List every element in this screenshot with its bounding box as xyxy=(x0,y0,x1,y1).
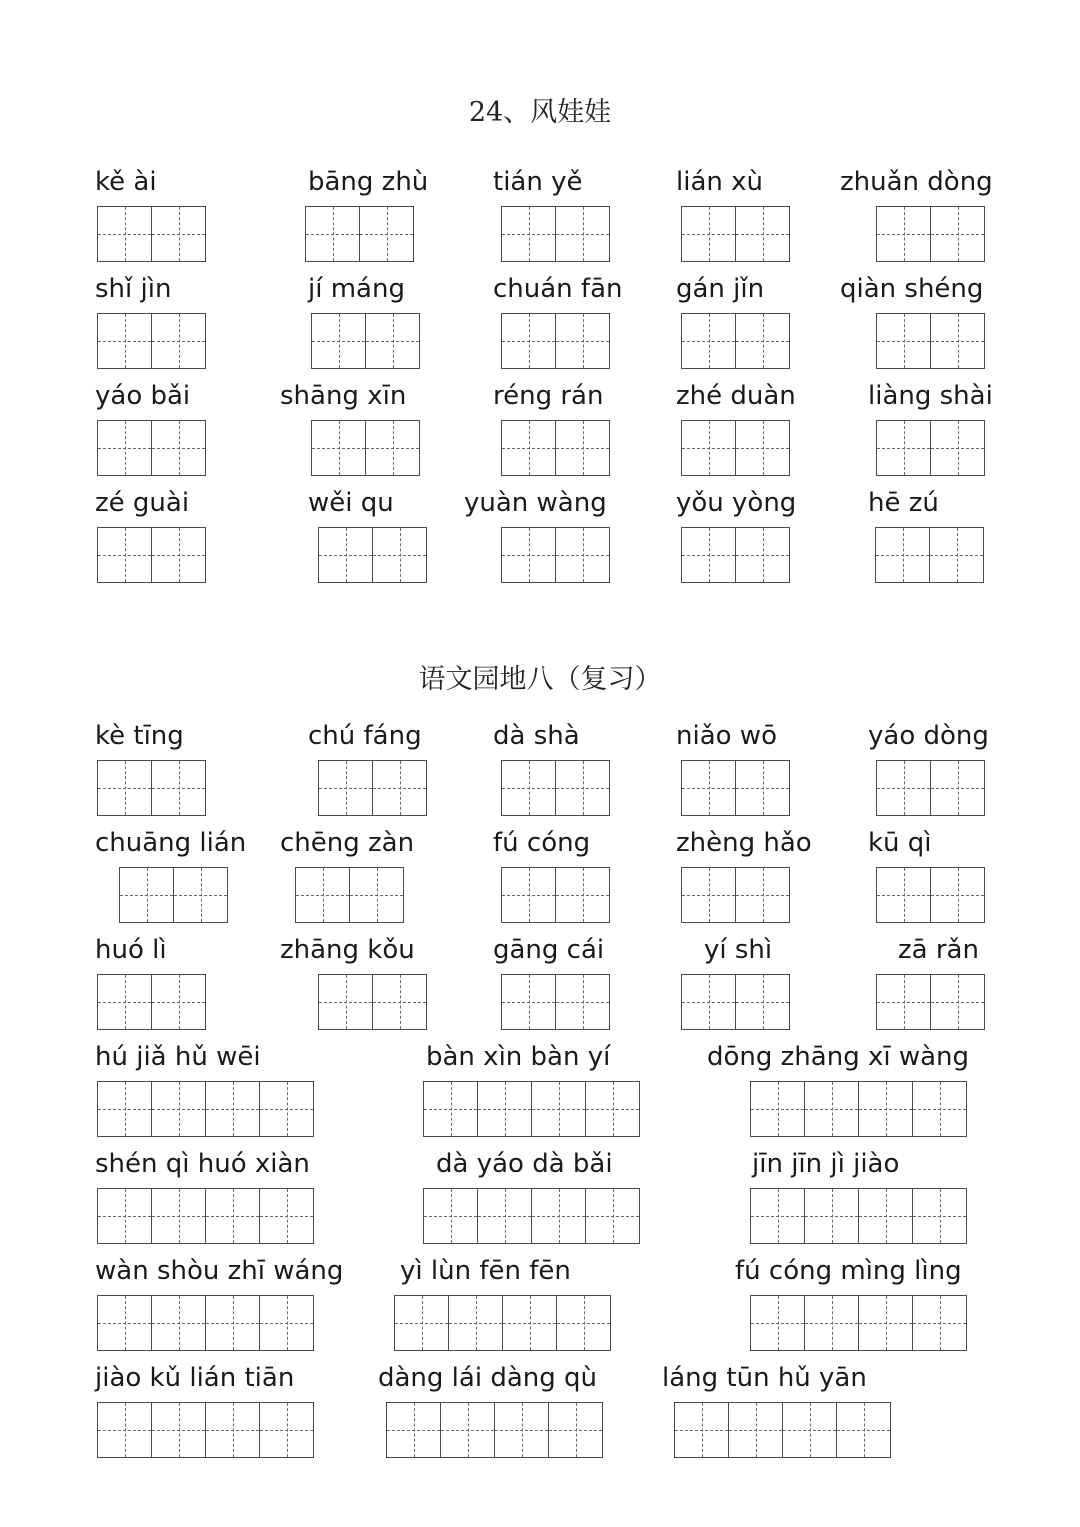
tianzige-cell[interactable] xyxy=(736,207,790,261)
pinyin-label: zhé duàn xyxy=(676,381,796,411)
tianzige-cell[interactable] xyxy=(736,868,790,922)
tianzige-cell[interactable] xyxy=(395,1296,449,1350)
writing-grid xyxy=(501,420,610,476)
tianzige-cell[interactable] xyxy=(478,1189,532,1243)
pinyin-label: lián xù xyxy=(676,167,763,197)
tianzige-cell[interactable] xyxy=(556,421,610,475)
tianzige-cell[interactable] xyxy=(319,761,373,815)
tianzige-cell[interactable] xyxy=(751,1189,805,1243)
pinyin-label: shāng xīn xyxy=(280,381,407,411)
pinyin-label: láng tūn hǔ yān xyxy=(662,1363,867,1393)
tianzige-cell[interactable] xyxy=(98,761,152,815)
writing-grid xyxy=(875,527,984,583)
writing-grid xyxy=(501,527,610,583)
tianzige-cell[interactable] xyxy=(877,207,931,261)
writing-grid xyxy=(501,313,610,369)
section-title: 24、风娃娃 xyxy=(468,97,612,128)
pinyin-label: huó lì xyxy=(95,935,167,965)
tianzige-cell[interactable] xyxy=(913,1296,967,1350)
tianzige-cell[interactable] xyxy=(98,1296,152,1350)
pinyin-label: wàn shòu zhī wáng xyxy=(95,1256,344,1286)
tianzige-cell[interactable] xyxy=(98,975,152,1029)
pinyin-label: jiào kǔ lián tiān xyxy=(95,1363,295,1393)
tianzige-cell[interactable] xyxy=(913,1189,967,1243)
tianzige-cell[interactable] xyxy=(98,314,152,368)
tianzige-cell[interactable] xyxy=(449,1296,503,1350)
writing-grid xyxy=(318,760,427,816)
tianzige-cell[interactable] xyxy=(805,1296,859,1350)
pinyin-label: jīn jīn jì jiào xyxy=(752,1149,900,1179)
tianzige-cell[interactable] xyxy=(736,975,790,1029)
tianzige-cell[interactable] xyxy=(859,1189,913,1243)
tianzige-cell[interactable] xyxy=(837,1403,891,1457)
tianzige-cell[interactable] xyxy=(206,1403,260,1457)
tianzige-cell[interactable] xyxy=(783,1403,837,1457)
writing-grid xyxy=(750,1295,967,1351)
tianzige-cell[interactable] xyxy=(98,528,152,582)
pinyin-label: yǒu yòng xyxy=(676,488,797,518)
writing-grid xyxy=(423,1188,640,1244)
writing-grid xyxy=(501,867,610,923)
writing-grid xyxy=(501,974,610,1030)
writing-grid xyxy=(876,760,985,816)
tianzige-cell[interactable] xyxy=(877,975,931,1029)
pinyin-label: kè tīng xyxy=(95,721,184,751)
writing-grid xyxy=(119,867,228,923)
tianzige-cell[interactable] xyxy=(931,314,985,368)
tianzige-cell[interactable] xyxy=(682,761,736,815)
tianzige-cell[interactable] xyxy=(366,421,420,475)
tianzige-cell[interactable] xyxy=(98,207,152,261)
tianzige-cell[interactable] xyxy=(751,1082,805,1136)
tianzige-cell[interactable] xyxy=(805,1189,859,1243)
writing-grid xyxy=(318,974,427,1030)
tianzige-cell[interactable] xyxy=(387,1403,441,1457)
tianzige-cell[interactable] xyxy=(682,207,736,261)
tianzige-cell[interactable] xyxy=(120,868,174,922)
tianzige-cell[interactable] xyxy=(260,1403,314,1457)
pinyin-label: dà yáo dà bǎi xyxy=(436,1149,613,1179)
tianzige-cell[interactable] xyxy=(682,975,736,1029)
tianzige-cell[interactable] xyxy=(502,975,556,1029)
tianzige-cell[interactable] xyxy=(424,1189,478,1243)
tianzige-cell[interactable] xyxy=(549,1403,603,1457)
tianzige-cell[interactable] xyxy=(98,421,152,475)
writing-grid xyxy=(386,1402,603,1458)
tianzige-cell[interactable] xyxy=(312,314,366,368)
tianzige-cell[interactable] xyxy=(876,528,930,582)
writing-grid xyxy=(681,206,790,262)
tianzige-cell[interactable] xyxy=(502,421,556,475)
tianzige-cell[interactable] xyxy=(931,761,985,815)
writing-grid xyxy=(311,313,420,369)
tianzige-cell[interactable] xyxy=(206,1189,260,1243)
tianzige-cell[interactable] xyxy=(913,1082,967,1136)
pinyin-label: dà shà xyxy=(493,721,580,751)
writing-grid xyxy=(750,1081,967,1137)
tianzige-cell[interactable] xyxy=(859,1296,913,1350)
tianzige-cell[interactable] xyxy=(675,1403,729,1457)
pinyin-label: tián yě xyxy=(493,167,583,197)
tianzige-cell[interactable] xyxy=(557,1296,611,1350)
tianzige-cell[interactable] xyxy=(805,1082,859,1136)
writing-grid xyxy=(97,760,206,816)
tianzige-cell[interactable] xyxy=(586,1189,640,1243)
tianzige-cell[interactable] xyxy=(319,975,373,1029)
pinyin-label: niǎo wō xyxy=(676,721,777,751)
tianzige-cell[interactable] xyxy=(373,528,427,582)
tianzige-cell[interactable] xyxy=(877,314,931,368)
pinyin-label: chēng zàn xyxy=(280,828,415,858)
pinyin-label: yáo bǎi xyxy=(95,381,191,411)
pinyin-label: yì lùn fēn fēn xyxy=(400,1256,571,1286)
writing-grid xyxy=(876,867,985,923)
pinyin-label: dàng lái dàng qù xyxy=(378,1363,597,1393)
tianzige-cell[interactable] xyxy=(152,1082,206,1136)
pinyin-label: chuán fān xyxy=(493,274,623,304)
tianzige-cell[interactable] xyxy=(682,528,736,582)
writing-grid xyxy=(394,1295,611,1351)
writing-grid xyxy=(876,206,985,262)
tianzige-cell[interactable] xyxy=(152,761,206,815)
writing-grid xyxy=(681,313,790,369)
writing-grid xyxy=(97,1402,314,1458)
pinyin-label: zā rǎn xyxy=(898,935,979,965)
section-title: 语文园地八（复习） xyxy=(418,664,662,695)
tianzige-cell[interactable] xyxy=(931,207,985,261)
tianzige-cell[interactable] xyxy=(312,421,366,475)
pinyin-label: gāng cái xyxy=(493,935,605,965)
pinyin-label: fú cóng mìng lìng xyxy=(735,1256,962,1286)
pinyin-label: wěi qu xyxy=(308,488,394,518)
tianzige-cell[interactable] xyxy=(441,1403,495,1457)
tianzige-cell[interactable] xyxy=(931,868,985,922)
writing-grid xyxy=(501,206,610,262)
tianzige-cell[interactable] xyxy=(152,1403,206,1457)
tianzige-cell[interactable] xyxy=(736,421,790,475)
tianzige-cell[interactable] xyxy=(532,1189,586,1243)
pinyin-label: hē zú xyxy=(868,488,939,518)
pinyin-label: fú cóng xyxy=(493,828,591,858)
tianzige-cell[interactable] xyxy=(296,868,350,922)
tianzige-cell[interactable] xyxy=(682,314,736,368)
tianzige-cell[interactable] xyxy=(877,421,931,475)
writing-grid xyxy=(876,313,985,369)
tianzige-cell[interactable] xyxy=(532,1082,586,1136)
tianzige-cell[interactable] xyxy=(152,975,206,1029)
pinyin-label: zhèng hǎo xyxy=(676,828,812,858)
pinyin-label: bāng zhù xyxy=(308,167,429,197)
tianzige-cell[interactable] xyxy=(495,1403,549,1457)
tianzige-cell[interactable] xyxy=(306,207,360,261)
pinyin-label: gán jǐn xyxy=(676,274,765,304)
tianzige-cell[interactable] xyxy=(930,528,984,582)
tianzige-cell[interactable] xyxy=(478,1082,532,1136)
tianzige-cell[interactable] xyxy=(931,975,985,1029)
tianzige-cell[interactable] xyxy=(736,761,790,815)
pinyin-label: zhuǎn dòng xyxy=(840,167,993,197)
tianzige-cell[interactable] xyxy=(556,314,610,368)
tianzige-cell[interactable] xyxy=(556,868,610,922)
tianzige-cell[interactable] xyxy=(877,868,931,922)
writing-grid xyxy=(97,527,206,583)
tianzige-cell[interactable] xyxy=(502,207,556,261)
pinyin-label: jí máng xyxy=(308,274,405,304)
tianzige-cell[interactable] xyxy=(152,1189,206,1243)
pinyin-label: réng rán xyxy=(493,381,604,411)
tianzige-cell[interactable] xyxy=(174,868,228,922)
writing-grid xyxy=(681,527,790,583)
writing-grid xyxy=(295,867,404,923)
writing-grid xyxy=(97,974,206,1030)
tianzige-cell[interactable] xyxy=(98,1403,152,1457)
tianzige-cell[interactable] xyxy=(98,1189,152,1243)
tianzige-cell[interactable] xyxy=(556,528,610,582)
tianzige-cell[interactable] xyxy=(152,528,206,582)
tianzige-cell[interactable] xyxy=(152,1296,206,1350)
pinyin-label: kū qì xyxy=(868,828,932,858)
pinyin-label: liàng shài xyxy=(868,381,993,411)
tianzige-cell[interactable] xyxy=(350,868,404,922)
pinyin-label: kě ài xyxy=(95,167,157,197)
tianzige-cell[interactable] xyxy=(556,975,610,1029)
writing-grid xyxy=(97,1081,314,1137)
tianzige-cell[interactable] xyxy=(502,868,556,922)
tianzige-cell[interactable] xyxy=(260,1082,314,1136)
pinyin-label: dōng zhāng xī wàng xyxy=(707,1042,970,1072)
tianzige-cell[interactable] xyxy=(682,421,736,475)
pinyin-label: zhāng kǒu xyxy=(280,935,415,965)
tianzige-cell[interactable] xyxy=(373,975,427,1029)
tianzige-cell[interactable] xyxy=(877,761,931,815)
writing-grid xyxy=(681,760,790,816)
tianzige-cell[interactable] xyxy=(424,1082,478,1136)
writing-grid xyxy=(681,974,790,1030)
writing-grid xyxy=(97,313,206,369)
writing-grid xyxy=(750,1188,967,1244)
tianzige-cell[interactable] xyxy=(360,207,414,261)
writing-grid xyxy=(97,420,206,476)
writing-grid xyxy=(501,760,610,816)
tianzige-cell[interactable] xyxy=(859,1082,913,1136)
tianzige-cell[interactable] xyxy=(556,761,610,815)
tianzige-cell[interactable] xyxy=(502,761,556,815)
tianzige-cell[interactable] xyxy=(373,761,427,815)
pinyin-label: zé guài xyxy=(95,488,190,518)
writing-grid xyxy=(311,420,420,476)
pinyin-label: hú jiǎ hǔ wēi xyxy=(95,1042,261,1072)
writing-grid xyxy=(97,1188,314,1244)
tianzige-cell[interactable] xyxy=(206,1082,260,1136)
writing-grid xyxy=(97,1295,314,1351)
tianzige-cell[interactable] xyxy=(931,421,985,475)
writing-grid xyxy=(97,206,206,262)
pinyin-label: bàn xìn bàn yí xyxy=(426,1042,611,1072)
tianzige-cell[interactable] xyxy=(502,314,556,368)
tianzige-cell[interactable] xyxy=(98,1082,152,1136)
tianzige-cell[interactable] xyxy=(751,1296,805,1350)
tianzige-cell[interactable] xyxy=(586,1082,640,1136)
pinyin-label: shén qì huó xiàn xyxy=(95,1149,310,1179)
tianzige-cell[interactable] xyxy=(152,314,206,368)
pinyin-label: yáo dòng xyxy=(868,721,989,751)
tianzige-cell[interactable] xyxy=(319,528,373,582)
tianzige-cell[interactable] xyxy=(736,314,790,368)
pinyin-label: chú fáng xyxy=(308,721,422,751)
pinyin-label: chuāng lián xyxy=(95,828,247,858)
tianzige-cell[interactable] xyxy=(152,421,206,475)
tianzige-cell[interactable] xyxy=(682,868,736,922)
tianzige-cell[interactable] xyxy=(502,528,556,582)
tianzige-cell[interactable] xyxy=(260,1296,314,1350)
writing-grid xyxy=(876,420,985,476)
tianzige-cell[interactable] xyxy=(152,207,206,261)
tianzige-cell[interactable] xyxy=(260,1189,314,1243)
writing-grid xyxy=(681,867,790,923)
pinyin-label: shǐ jìn xyxy=(95,274,172,304)
writing-grid xyxy=(318,527,427,583)
tianzige-cell[interactable] xyxy=(556,207,610,261)
writing-grid xyxy=(305,206,414,262)
tianzige-cell[interactable] xyxy=(729,1403,783,1457)
writing-grid xyxy=(423,1081,640,1137)
pinyin-label: yí shì xyxy=(704,935,773,965)
tianzige-cell[interactable] xyxy=(366,314,420,368)
writing-grid xyxy=(876,974,985,1030)
pinyin-label: qiàn shéng xyxy=(840,274,984,304)
tianzige-cell[interactable] xyxy=(206,1296,260,1350)
writing-grid xyxy=(681,420,790,476)
writing-grid xyxy=(674,1402,891,1458)
tianzige-cell[interactable] xyxy=(503,1296,557,1350)
pinyin-label: yuàn wàng xyxy=(464,488,607,518)
tianzige-cell[interactable] xyxy=(736,528,790,582)
